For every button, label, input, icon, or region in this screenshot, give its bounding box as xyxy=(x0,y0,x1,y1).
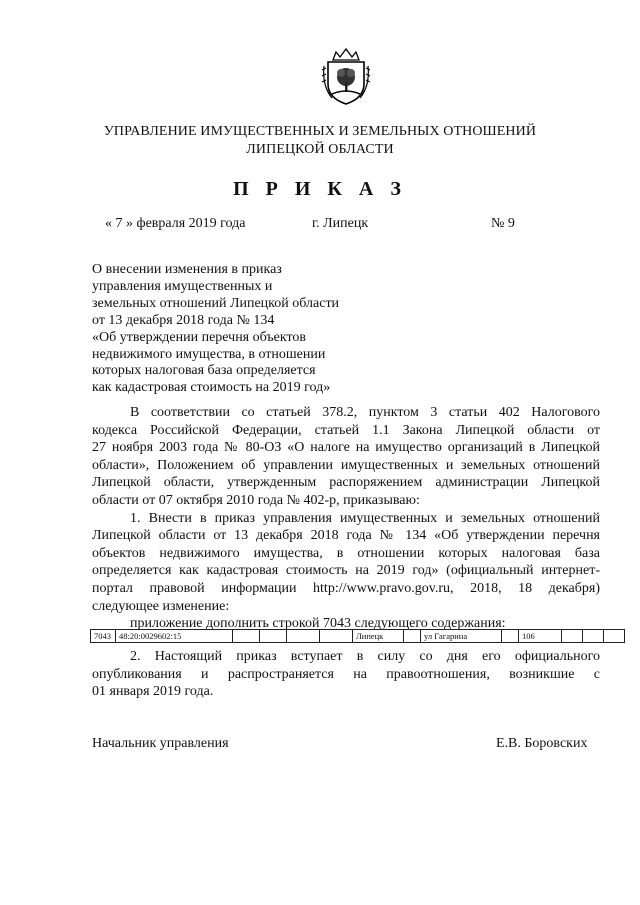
table-cell xyxy=(320,630,353,643)
order-city: г. Липецк xyxy=(312,216,369,231)
subject-line: земельных отношений Липецкой области xyxy=(92,295,340,311)
signature-name: Е.В. Боровских xyxy=(496,736,588,751)
subject-line: О внесении изменения в приказ xyxy=(92,262,282,277)
table-cell: 48:20:0029602:15 xyxy=(116,630,233,643)
subject-line: от 13 декабря 2018 года № 134 xyxy=(92,312,275,328)
body-line: 27 ноября 2003 года № 80-ОЗ «О налоге на имущество организаций в Липецкой xyxy=(92,440,600,456)
order-number: № 9 xyxy=(491,216,515,231)
preamble-paragraph xyxy=(92,404,600,633)
document-title: П Р И К А З xyxy=(233,178,407,200)
table-cell: Липецк xyxy=(353,630,404,643)
table-cell xyxy=(260,630,287,643)
table-cell: ул Гагарина xyxy=(421,630,502,643)
body-line: кодекса Российской Федерации, статьей 1.1 Закона Липецкой области от xyxy=(92,422,600,438)
body-line: опубликования и распространяется на правоотношения, возникшие с xyxy=(92,666,600,682)
body-line: объектов недвижимого имущества, в отношении которых налоговая база xyxy=(92,545,600,561)
table-cell xyxy=(583,630,604,643)
body-line: Липецкой области от 13 декабря 2018 года № 134 «Об утверждении перечня xyxy=(92,528,600,544)
inserted-row-table xyxy=(90,629,625,643)
body-line: области от 07 октября 2010 года № 402-р, приказываю: xyxy=(92,492,420,508)
table-cell xyxy=(404,630,421,643)
table-cell xyxy=(502,630,519,643)
appendix-line: приложение дополнить строкой 7043 следующего содержания: xyxy=(130,616,506,632)
table-cell: 106 xyxy=(519,630,562,643)
table-cell xyxy=(287,630,320,643)
body-line: 01 января 2019 года. xyxy=(92,684,214,700)
body-line: 1. Внести в приказ управления имущественных и земельных отношений xyxy=(130,510,600,526)
organization-name-line2: ЛИПЕЦКОЙ ОБЛАСТИ xyxy=(246,142,394,157)
subject-line: управления имущественных и xyxy=(92,278,273,294)
table-cell xyxy=(604,630,625,643)
body-line: В соответствии со статьей 378.2, пунктом 3 статьи 402 Налогового xyxy=(130,405,600,420)
order-date: « 7 » февраля 2019 года xyxy=(105,216,246,231)
subject-line: недвижимого имущества, в отношении xyxy=(92,346,326,362)
order-subject xyxy=(92,262,392,397)
body-line: Липецкой области, утвержденным распоряжением администрации Липецкой xyxy=(92,475,600,491)
table-cell: 7043 xyxy=(91,630,116,643)
body-line: портал правовой информации http://www.pravo.gov.ru, 2018, 18 декабря) xyxy=(92,580,600,596)
subject-line: которых налоговая база определяется xyxy=(92,363,316,379)
body-line: области», Положением об управлении имущественных и земельных отношений xyxy=(92,457,600,473)
subject-line: «Об утверждении перечня объектов xyxy=(92,329,307,345)
table-row xyxy=(91,630,625,643)
signature-position: Начальник управления xyxy=(92,736,229,751)
coat-of-arms-emblem xyxy=(320,46,372,108)
subject-line: как кадастровая стоимость на 2019 год» xyxy=(92,380,331,396)
body-line: определяется как кадастровая стоимость на 2019 год» (официальный интернет- xyxy=(92,563,600,579)
body-line: следующее изменение: xyxy=(92,598,230,614)
table-cell xyxy=(562,630,583,643)
item2-paragraph xyxy=(92,648,600,701)
organization-name-line1: УПРАВЛЕНИЕ ИМУЩЕСТВЕННЫХ И ЗЕМЕЛЬНЫХ ОТНОШЕНИЙ xyxy=(103,124,537,139)
table-cell xyxy=(233,630,260,643)
body-line: 2. Настоящий приказ вступает в силу со дня его официального xyxy=(130,649,600,664)
